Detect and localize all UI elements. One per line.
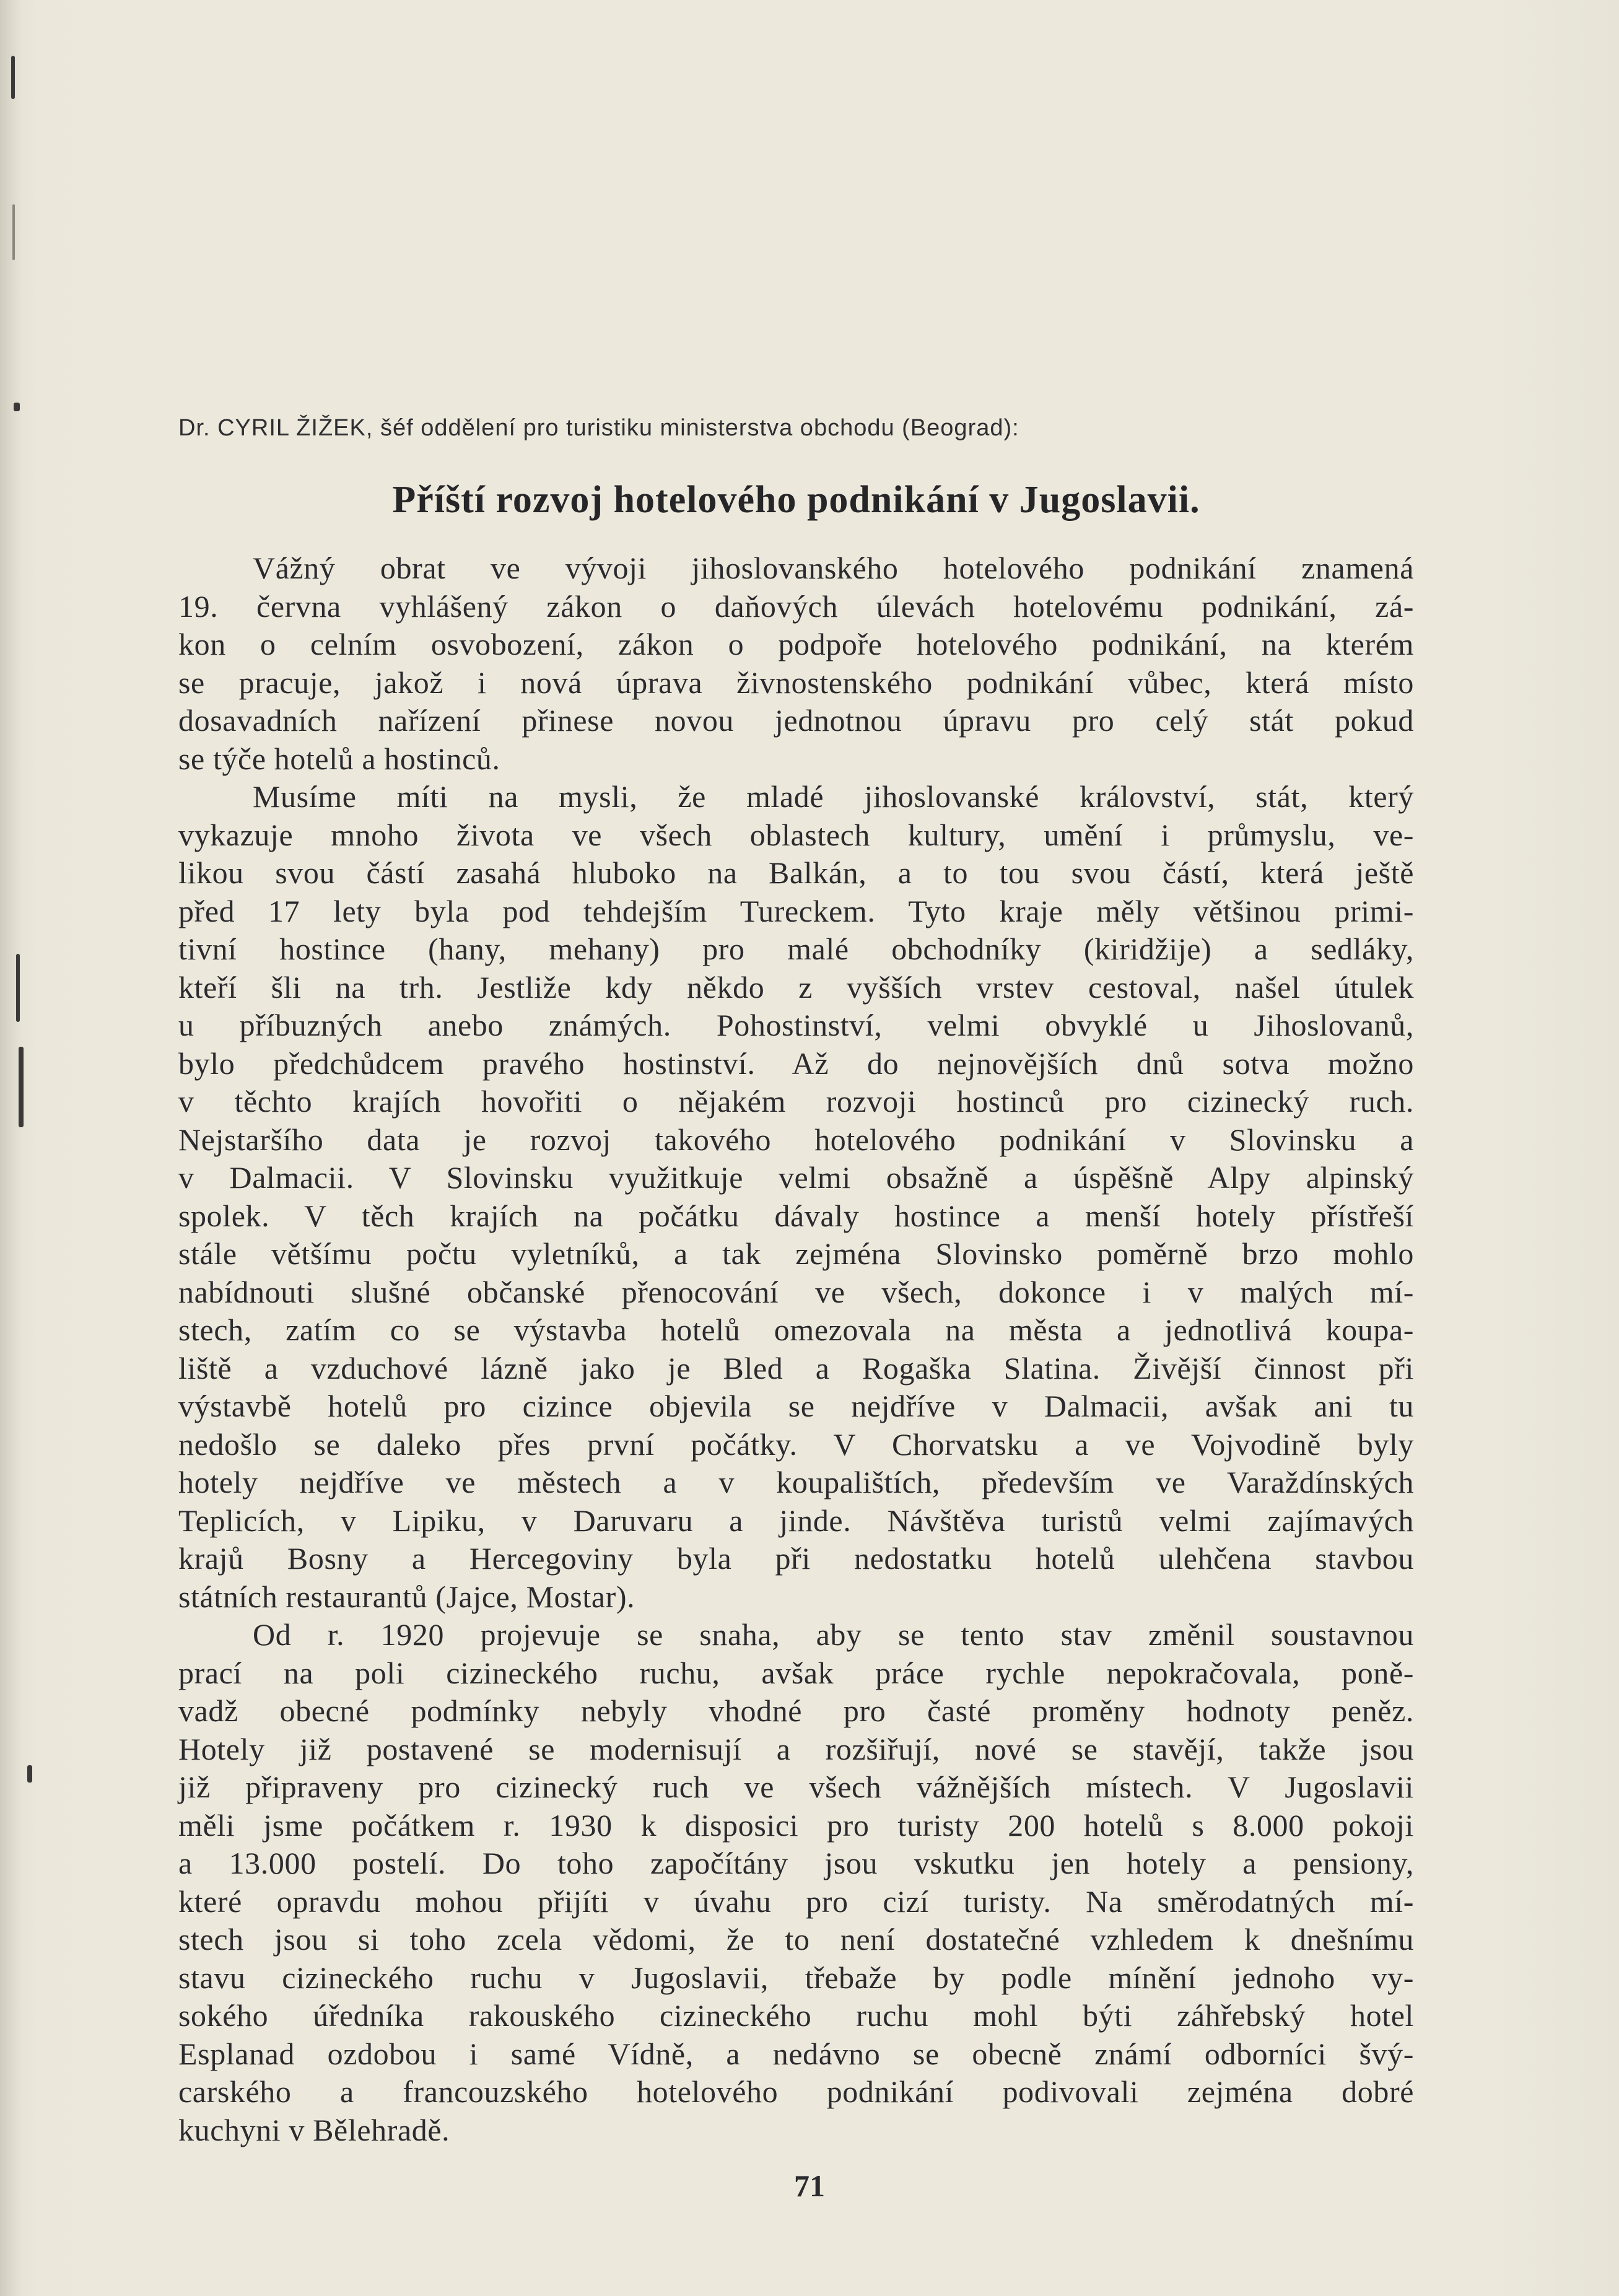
text-line: stále většímu počtu vyletníků, a tak zejména Slovinsko poměrně brzo mohlo [178,1236,1414,1271]
text-line: Hotely již postavené se modernisují a rozšiřují, nové se stavějí, takže jsou [178,1731,1414,1766]
text-line: Musíme míti na mysli, že mladé jihoslovanské království, stát, který [253,779,1414,814]
article-title: Příští rozvoj hotelového podnikání v Jugoslavii. [392,479,1200,521]
text-line: sokého úředníka rakouského cizineckého ruchu mohl býti záhřebský hotel [178,1998,1414,2033]
text-line: před 17 lety byla pod tehdejším Tureckem. Tyto kraje měly většinou primi- [178,893,1414,928]
text-line: krajů Bosny a Hercegoviny byla při nedostatku hotelů ulehčena stavbou [178,1541,1414,1576]
text-line: u příbuzných anebo známých. Pohostinství, velmi obvyklé u Jihoslovanů, [178,1008,1414,1042]
binding-mark [16,954,20,1022]
text-line: které opravdu mohou přijíti v úvahu pro cizí turisty. Na směrodatných mí- [178,1884,1414,1919]
text-line: liště a vzduchové lázně jako je Bled a Rogaška Slatina. Živější činnost při [178,1350,1414,1386]
page-number: 71 [794,2168,825,2203]
text-line: se pracuje, jakož i nová úprava živnostenského podnikání vůbec, která místo [178,665,1414,700]
text-line: se týče hotelů a hostinců. [178,741,500,776]
author-byline: Dr. CYRIL ŽIŽEK, šéf oddělení pro turistiku ministerstva obchodu (Beograd): [178,415,1019,441]
text-line: v Dalmacii. V Slovinsku využitkuje velmi obsažně a úspěšně Alpy alpinský [178,1160,1414,1195]
text-line: Nejstaršího data je rozvoj takového hotelového podnikání v Slovinsku a [178,1122,1414,1157]
text-line: kteří šli na trh. Jestliže kdy někdo z vyšších vrstev cestoval, našel útulek [178,969,1414,1005]
binding-edge [0,0,21,2296]
text-line: bylo předchůdcem pravého hostinství. Až do nejnovějších dnů sotva možno [178,1045,1414,1081]
text-line: 19. června vyhlášený zákon o daňových úlevách hotelovému podnikání, zá- [178,588,1414,624]
text-line: likou svou částí zasahá hluboko na Balkán, a to tou svou částí, která ještě [178,855,1414,890]
text-line: Teplicích, v Lipiku, v Daruvaru a jinde. Návštěva turistů velmi zajímavých [178,1503,1414,1538]
binding-mark [12,204,15,260]
text-line: vadž obecné podmínky nebyly vhodné pro časté proměny hodnoty peněz. [178,1693,1414,1728]
text-line: v těchto krajích hovořiti o nějakém rozvoji hostinců pro cizinecký ruch. [178,1084,1414,1119]
binding-mark [27,1765,32,1783]
text-line: Od r. 1920 projevuje se snaha, aby se tento stav změnil soustavnou [253,1617,1414,1652]
article-body [178,549,1414,2149]
text-line: státních restaurantů (Jajce, Mostar). [178,1579,635,1614]
text-line: nedošlo se daleko přes první počátky. V Chorvatsku a ve Vojvodině byly [178,1426,1414,1462]
text-line: dosavadních nařízení přinese novou jednotnou úpravu pro celý stát pokud [178,703,1414,738]
paragraph-3 [178,1616,1414,2149]
paragraph-1 [178,549,1414,778]
text-line: vykazuje mnoho života ve všech oblastech kultury, umění i průmyslu, ve- [178,817,1414,852]
text-line: měli jsme počátkem r. 1930 k disposici pro turisty 200 hotelů s 8.000 pokoji [178,1807,1414,1843]
text-line: stavu cizineckého ruchu v Jugoslavii, třebaže by podle mínění jednoho vy- [178,1960,1414,1995]
text-line: nabídnouti slušné občanské přenocování ve všech, dokonce i v malých mí- [178,1274,1414,1309]
text-line: kon o celním osvobození, zákon o podpoře hotelového podnikání, na kterém [178,627,1414,661]
text-line: výstavbě hotelů pro cizince objevila se nejdříve v Dalmacii, avšak ani tu [178,1389,1414,1423]
text-line: spolek. V těch krajích na počátku dávaly hostince a menší hotely přístřeší [178,1198,1414,1233]
text-line: carského a francouzského hotelového podnikání podivovali zejména dobré [178,2074,1414,2109]
text-line: hotely nejdříve ve městech a v koupalištích, především ve Varaždínských [178,1465,1414,1499]
text-line: Vážný obrat ve vývoji jihoslovanského hotelového podnikání znamená [253,551,1414,585]
binding-mark [19,1047,24,1127]
binding-mark [14,403,20,411]
text-line: stech, zatím co se výstavba hotelů omezovala na města a jednotlivá koupa- [178,1312,1414,1347]
text-line: již připraveny pro cizinecký ruch ve všech vážnějších místech. V Jugoslavii [178,1770,1414,1804]
text-line: a 13.000 postelí. Do toho započítány jsou vskutku jen hotely a pensiony, [178,1846,1414,1880]
binding-mark [11,56,15,99]
text-line: kuchyni v Bělehradě. [178,2112,450,2147]
text-line: tivní hostince (hany, mehany) pro malé obchodníky (kiridžije) a sedláky, [178,932,1414,966]
text-line: Esplanad ozdobou i samé Vídně, a nedávno se obecně známí odborníci švý- [178,2036,1414,2071]
text-line: stech jsou si toho zcela vědomi, že to není dostatečné vzhledem k dnešnímu [178,1922,1414,1957]
text-line: prací na poli cizineckého ruchu, avšak práce rychle nepokračovala, poně- [178,1655,1414,1690]
paragraph-2 [178,778,1414,1616]
